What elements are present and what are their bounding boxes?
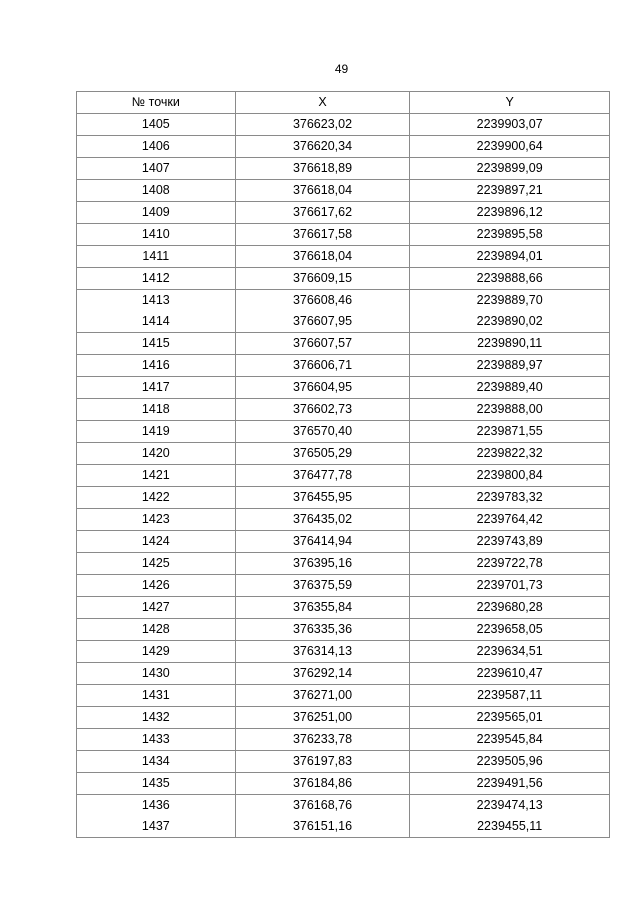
cell-point-number: 1409 — [77, 202, 236, 224]
table-row — [77, 158, 610, 180]
cell-y: 2239890,02 — [410, 311, 610, 333]
table-row — [77, 641, 610, 663]
cell-point-number: 1421 — [77, 465, 236, 487]
cell-point-number: 1429 — [77, 641, 236, 663]
table-row — [77, 816, 610, 838]
cell-point-number: 1434 — [77, 751, 236, 773]
cell-y: 2239896,12 — [410, 202, 610, 224]
cell-y: 2239890,11 — [410, 333, 610, 355]
cell-point-number: 1411 — [77, 246, 236, 268]
cell-x: 376168,76 — [235, 795, 410, 817]
cell-y: 2239800,84 — [410, 465, 610, 487]
cell-x: 376335,36 — [235, 619, 410, 641]
table-row — [77, 202, 610, 224]
cell-y: 2239474,13 — [410, 795, 610, 817]
cell-y: 2239897,21 — [410, 180, 610, 202]
cell-point-number: 1432 — [77, 707, 236, 729]
table-row — [77, 707, 610, 729]
header-point-number: № точки — [77, 92, 236, 114]
cell-y: 2239701,73 — [410, 575, 610, 597]
header-y: Y — [410, 92, 610, 114]
cell-x: 376608,46 — [235, 290, 410, 312]
table-row — [77, 465, 610, 487]
cell-y: 2239610,47 — [410, 663, 610, 685]
cell-y: 2239903,07 — [410, 114, 610, 136]
cell-point-number: 1424 — [77, 531, 236, 553]
cell-y: 2239455,11 — [410, 816, 610, 838]
table-row — [77, 751, 610, 773]
cell-point-number: 1405 — [77, 114, 236, 136]
cell-y: 2239565,01 — [410, 707, 610, 729]
cell-x: 376271,00 — [235, 685, 410, 707]
cell-y: 2239743,89 — [410, 531, 610, 553]
table-row — [77, 487, 610, 509]
cell-x: 376435,02 — [235, 509, 410, 531]
table-row — [77, 224, 610, 246]
cell-point-number: 1425 — [77, 553, 236, 575]
cell-point-number: 1416 — [77, 355, 236, 377]
cell-x: 376395,16 — [235, 553, 410, 575]
cell-x: 376623,02 — [235, 114, 410, 136]
cell-y: 2239722,78 — [410, 553, 610, 575]
table-row — [77, 729, 610, 751]
cell-x: 376609,15 — [235, 268, 410, 290]
table-row — [77, 355, 610, 377]
cell-x: 376455,95 — [235, 487, 410, 509]
cell-y: 2239545,84 — [410, 729, 610, 751]
cell-y: 2239895,58 — [410, 224, 610, 246]
cell-x: 376292,14 — [235, 663, 410, 685]
cell-y: 2239899,09 — [410, 158, 610, 180]
cell-y: 2239889,40 — [410, 377, 610, 399]
table-row — [77, 421, 610, 443]
cell-point-number: 1428 — [77, 619, 236, 641]
cell-y: 2239900,64 — [410, 136, 610, 158]
table-row — [77, 114, 610, 136]
cell-point-number: 1427 — [77, 597, 236, 619]
cell-x: 376604,95 — [235, 377, 410, 399]
cell-x: 376617,58 — [235, 224, 410, 246]
cell-x: 376618,04 — [235, 246, 410, 268]
cell-point-number: 1418 — [77, 399, 236, 421]
cell-y: 2239894,01 — [410, 246, 610, 268]
table-header-row — [77, 92, 610, 114]
cell-y: 2239764,42 — [410, 509, 610, 531]
table-row — [77, 333, 610, 355]
table-row — [77, 290, 610, 312]
table-row — [77, 773, 610, 795]
cell-x: 376477,78 — [235, 465, 410, 487]
cell-x: 376151,16 — [235, 816, 410, 838]
cell-x: 376414,94 — [235, 531, 410, 553]
cell-point-number: 1415 — [77, 333, 236, 355]
header-x: X — [235, 92, 410, 114]
cell-point-number: 1408 — [77, 180, 236, 202]
table-row — [77, 311, 610, 333]
cell-point-number: 1435 — [77, 773, 236, 795]
cell-y: 2239505,96 — [410, 751, 610, 773]
cell-point-number: 1407 — [77, 158, 236, 180]
table-row — [77, 553, 610, 575]
cell-y: 2239680,28 — [410, 597, 610, 619]
cell-x: 376570,40 — [235, 421, 410, 443]
cell-y: 2239783,32 — [410, 487, 610, 509]
cell-point-number: 1431 — [77, 685, 236, 707]
cell-point-number: 1413 — [77, 290, 236, 312]
table-row — [77, 180, 610, 202]
cell-y: 2239634,51 — [410, 641, 610, 663]
cell-point-number: 1436 — [77, 795, 236, 817]
cell-point-number: 1412 — [77, 268, 236, 290]
cell-point-number: 1426 — [77, 575, 236, 597]
cell-point-number: 1419 — [77, 421, 236, 443]
cell-x: 376607,95 — [235, 311, 410, 333]
cell-point-number: 1417 — [77, 377, 236, 399]
cell-point-number: 1433 — [77, 729, 236, 751]
cell-x: 376251,00 — [235, 707, 410, 729]
page-number: 49 — [334, 62, 349, 76]
coordinates-table — [76, 91, 610, 838]
cell-point-number: 1410 — [77, 224, 236, 246]
table-row — [77, 619, 610, 641]
cell-point-number: 1406 — [77, 136, 236, 158]
table-row — [77, 531, 610, 553]
cell-point-number: 1414 — [77, 311, 236, 333]
table-row — [77, 399, 610, 421]
cell-x: 376606,71 — [235, 355, 410, 377]
table-row — [77, 663, 610, 685]
cell-x: 376375,59 — [235, 575, 410, 597]
table-row — [77, 685, 610, 707]
cell-x: 376505,29 — [235, 443, 410, 465]
cell-x: 376355,84 — [235, 597, 410, 619]
cell-y: 2239587,11 — [410, 685, 610, 707]
table-row — [77, 246, 610, 268]
table-body — [77, 114, 610, 838]
cell-x: 376233,78 — [235, 729, 410, 751]
cell-y: 2239658,05 — [410, 619, 610, 641]
cell-x: 376618,04 — [235, 180, 410, 202]
cell-x: 376607,57 — [235, 333, 410, 355]
cell-y: 2239889,70 — [410, 290, 610, 312]
cell-x: 376184,86 — [235, 773, 410, 795]
cell-y: 2239822,32 — [410, 443, 610, 465]
cell-point-number: 1437 — [77, 816, 236, 838]
cell-x: 376197,83 — [235, 751, 410, 773]
table-row — [77, 136, 610, 158]
table-row — [77, 597, 610, 619]
table-row — [77, 443, 610, 465]
cell-y: 2239888,00 — [410, 399, 610, 421]
cell-x: 376314,13 — [235, 641, 410, 663]
cell-x: 376620,34 — [235, 136, 410, 158]
cell-y: 2239889,97 — [410, 355, 610, 377]
cell-y: 2239888,66 — [410, 268, 610, 290]
table-row — [77, 268, 610, 290]
cell-point-number: 1422 — [77, 487, 236, 509]
cell-y: 2239491,56 — [410, 773, 610, 795]
cell-x: 376602,73 — [235, 399, 410, 421]
table-row — [77, 795, 610, 817]
cell-point-number: 1430 — [77, 663, 236, 685]
cell-x: 376618,89 — [235, 158, 410, 180]
cell-y: 2239871,55 — [410, 421, 610, 443]
cell-point-number: 1420 — [77, 443, 236, 465]
cell-x: 376617,62 — [235, 202, 410, 224]
table-row — [77, 509, 610, 531]
table-row — [77, 575, 610, 597]
table-row — [77, 377, 610, 399]
cell-point-number: 1423 — [77, 509, 236, 531]
